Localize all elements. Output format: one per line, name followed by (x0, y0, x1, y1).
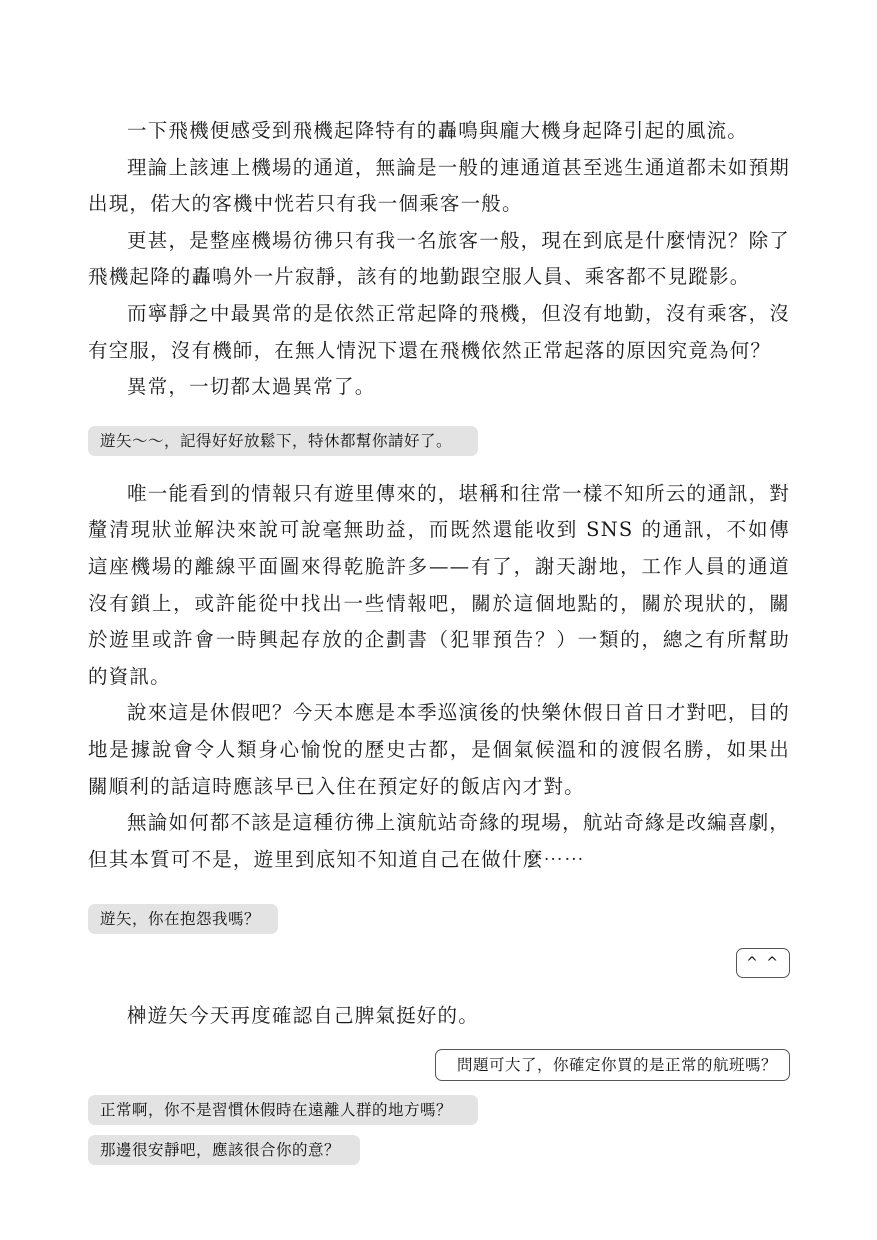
chat-bubble-incoming: 遊矢，你在抱怨我嗎？ (88, 904, 278, 934)
paragraph: 更甚，是整座機場彷彿只有我一名旅客一般，現在到底是什麼情況？除了飛機起降的轟鳴外一片寂靜，該有的地勤跟空服人員、乘客都不見蹤影。 (88, 228, 790, 289)
chat-bubble-outgoing: ^ ^ (736, 948, 790, 978)
paragraph: 而寧靜之中最異常的是依然正常起降的飛機，但沒有地勤，沒有乘客，沒有空服，沒有機師，在無人情況下還在飛機依然正常起落的原因究竟為何？ (88, 301, 790, 362)
chat-bubble-incoming: 那邊很安靜吧，應該很合你的意？ (88, 1135, 360, 1165)
paragraph: 異常，一切都太過異常了。 (127, 375, 376, 399)
paragraph: 榊遊矢今天再度確認自己脾氣挺好的。 (127, 1004, 479, 1028)
page-body (88, 113, 790, 1165)
chat-bubble-incoming: 遊矢～～，記得好好放鬆下，特休都幫你請好了。 (88, 426, 478, 456)
paragraph: 理論上該連上機場的通道，無論是一般的連通道甚至逃生通道都未如預期出現，偌大的客機中恍若只有我一個乘客一般。 (88, 155, 790, 216)
chat-bubble-outgoing: 問題可大了，你確定你買的是正常的航班嗎？ (435, 1049, 790, 1081)
paragraph: 一下飛機便感受到飛機起降特有的轟鳴與龐大機身起降引起的風流。 (127, 119, 749, 142)
chat-bubble-incoming: 正常啊，你不是習慣休假時在遠離人群的地方嗎？ (88, 1095, 478, 1125)
paragraph: 唯一能看到的情報只有遊里傳來的，堪稱和往常一樣不知所云的通訊，對釐清現狀並解決來說可說毫無助益，而既然還能收到 SNS 的通訊，不如傳這座機場的離線平面圖來得乾脆許多——有了，謝天謝地，工作人員的通道沒有鎖上，或許能從中找出一些情報吧，關於這個地點的，關於現狀的，關於遊里或許會一時興起存放的企劃書（犯罪預告？）一類的，總之有所幫助的資訊。 (88, 481, 790, 688)
paragraph: 無論如何都不該是這種彷彿上演航站奇緣的現場，航站奇緣是改編喜劇，但其本質可不是，遊里到底知不知道自己在做什麼⋯⋯ (88, 811, 790, 871)
paragraph: 說來這是休假吧？今天本應是本季巡演後的快樂休假日首日才對吧，目的地是據說會令人類身心愉悅的歷史古都，是個氣候溫和的渡假名勝，如果出關順利的話這時應該早已入住在預定好的飯店內才對。 (88, 701, 790, 798)
